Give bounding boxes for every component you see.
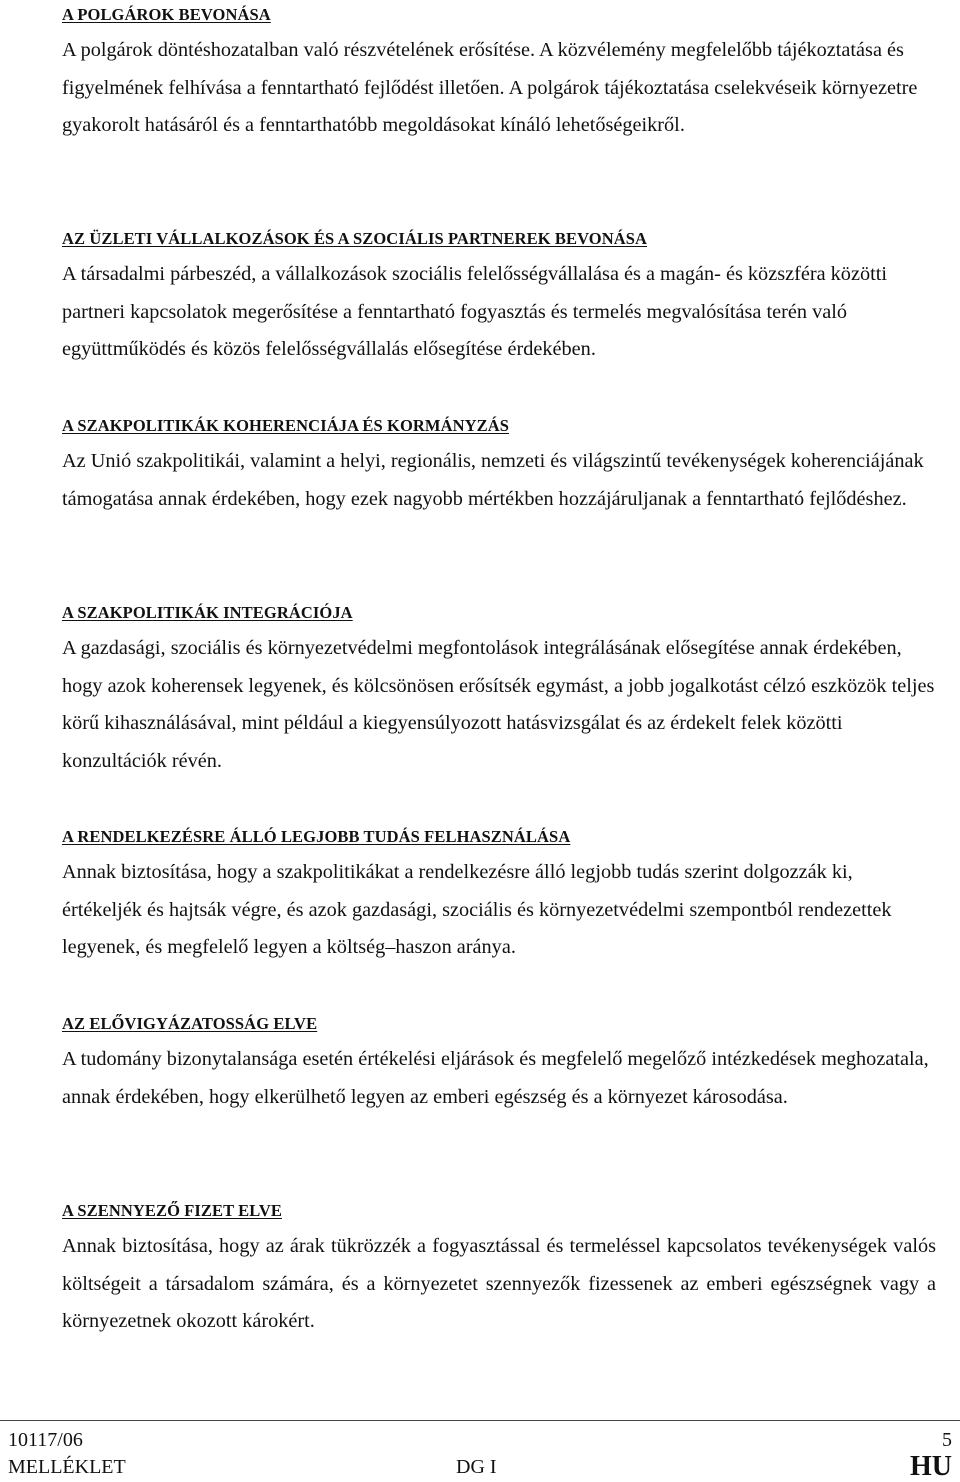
page-number: 5 bbox=[942, 1429, 952, 1451]
section-polluter-pays bbox=[62, 1200, 936, 1341]
section-policy-coherence bbox=[62, 415, 936, 518]
dg-label: DG I bbox=[456, 1456, 497, 1478]
section-body: A polgárok döntéshozatalban való részvételének erősítése. A közvélemény megfelelőbb tájékoztatása és figyelmének felhívása a fenntartható fejlődést illetően. A polgárok tájékoztatása cselekvéseik környezetre gyakorolt hatásáról és a fenntarthatóbb megoldásokat kínáló lehetőségeikről. bbox=[62, 39, 918, 136]
annex-label: MELLÉKLET bbox=[8, 1456, 126, 1478]
section-body: A társadalmi párbeszéd, a vállalkozások szociális felelősségvállalása és a magán- és közszféra közötti partneri kapcsolatok megerősítése a fenntartható fogyasztás és termelés megvalósítása terén való együttműködés és közös felelősségvállalás elősegítése érdekében. bbox=[62, 263, 887, 360]
section-body: Annak biztosítása, hogy a szakpolitikákat a rendelkezésre álló legjobb tudás szerint dolgozzák ki, értékeljék és hajtsák végre, és azok gazdasági, szociális és környezetvédelmi szempontból rendezettek legyenek, és megfelelő legyen a költség–haszon aránya. bbox=[62, 861, 892, 958]
document-number: 10117/06 bbox=[8, 1429, 83, 1451]
section-heading: A RENDELKEZÉSRE ÁLLÓ LEGJOBB TUDÁS FELHASZNÁLÁSA bbox=[62, 827, 571, 846]
section-citizen-involvement bbox=[62, 4, 936, 145]
section-heading: A SZAKPOLITIKÁK KOHERENCIÁJA ÉS KORMÁNYZÁS bbox=[62, 416, 510, 435]
section-policy-integration bbox=[62, 602, 936, 780]
section-heading: AZ ELŐVIGYÁZATOSSÁG ELVE bbox=[62, 1014, 318, 1033]
footer-divider bbox=[0, 1420, 960, 1421]
section-body: A tudomány bizonytalansága esetén értékelési eljárások és megfelelő megelőző intézkedések meghozatala, annak érdekében, hogy elkerülhető legyen az emberi egészség és a környezet károsodása. bbox=[62, 1048, 929, 1108]
section-body: Az Unió szakpolitikái, valamint a helyi, regionális, nemzeti és világszintű tevékenységek koherenciájának támogatása annak érdekében, hogy ezek nagyobb mértékben hozzájáruljanak a fenntartható fejlődéshez. bbox=[62, 450, 924, 510]
section-heading: A SZAKPOLITIKÁK INTEGRÁCIÓJA bbox=[62, 603, 353, 622]
section-best-knowledge bbox=[62, 826, 936, 967]
section-heading: AZ ÜZLETI VÁLLALKOZÁSOK ÉS A SZOCIÁLIS PARTNEREK BEVONÁSA bbox=[62, 229, 648, 248]
section-heading: A POLGÁROK BEVONÁSA bbox=[62, 5, 271, 24]
language-code: HU bbox=[910, 1451, 952, 1482]
section-business-social-partners bbox=[62, 228, 936, 369]
section-precautionary-principle bbox=[62, 1013, 936, 1116]
section-heading: A SZENNYEZŐ FIZET ELVE bbox=[62, 1201, 282, 1220]
section-body: Annak biztosítása, hogy az árak tükrözzék a fogyasztással és termeléssel kapcsolatos tevékenységek valós költségeit a társadalom számára, és a környezetet szennyezők fizessenek az emberi egészségnek vagy a környezetnek okozott károkért. bbox=[62, 1235, 936, 1332]
section-body: A gazdasági, szociális és környezetvédelmi megfontolások integrálásának elősegítése annak érdekében, hogy azok koherensek legyenek, és kölcsönösen erősítsék egymást, a jobb jogalkotást célzó eszközök teljes körű kihasználásával, mint például a kiegyensúlyozott hatásvizsgálat és az érdekelt felek közötti konzultációk révén. bbox=[62, 637, 935, 772]
